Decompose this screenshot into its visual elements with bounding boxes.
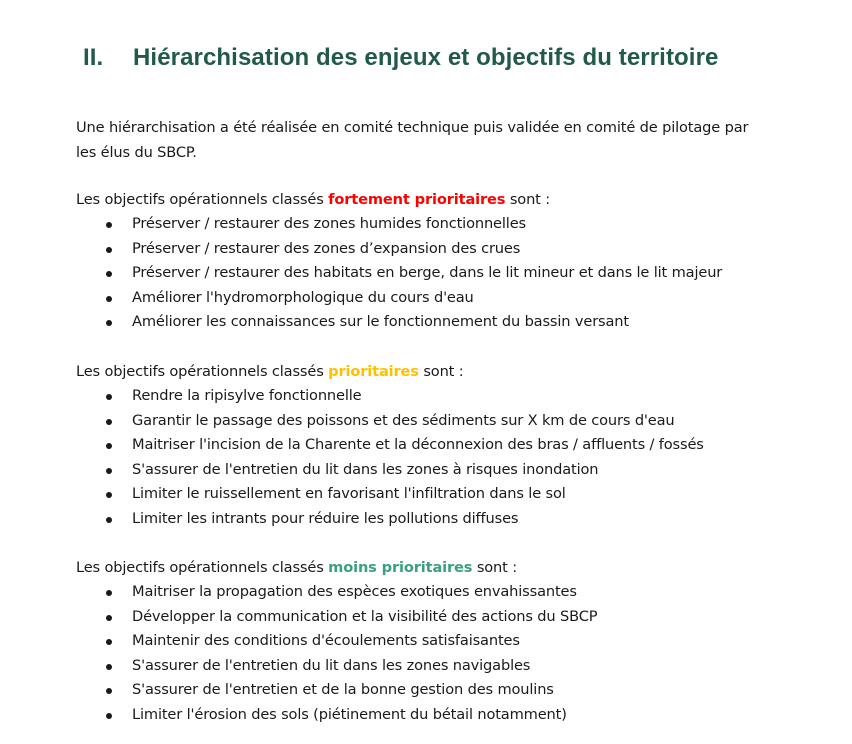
lead-suffix: sont : bbox=[472, 559, 517, 576]
list-item bbox=[76, 458, 704, 483]
high-priority-label: fortement prioritaires bbox=[328, 191, 506, 208]
list-item bbox=[76, 384, 704, 409]
intro-line-1: Une hiérarchisation a été réalisée en comité technique puis validée en comité de pilotage par bbox=[76, 119, 749, 136]
high-priority-list bbox=[76, 212, 722, 335]
list-item-text: Maitriser l'incision de la Charente et la déconnexion des bras / affluents / fossés bbox=[132, 436, 704, 454]
list-item-text: S'assurer de l'entretien du lit dans les zones à risques inondation bbox=[132, 460, 599, 478]
list-item-text: Maintenir des conditions d'écoulements satisfaisantes bbox=[132, 632, 520, 650]
bullet-icon bbox=[106, 688, 112, 694]
list-item-text: Développer la communication et la visibilité des actions du SBCP bbox=[132, 607, 598, 625]
list-item bbox=[76, 629, 597, 654]
list-item bbox=[76, 605, 597, 630]
list-item-text: Limiter les intrants pour réduire les pollutions diffuses bbox=[132, 509, 519, 527]
priority-list bbox=[76, 384, 704, 532]
bullet-icon bbox=[106, 639, 112, 645]
list-item bbox=[76, 580, 597, 605]
bullet-icon bbox=[106, 517, 112, 523]
lead-suffix: sont : bbox=[418, 363, 464, 380]
list-item bbox=[76, 286, 722, 311]
intro-line-2: les élus du SBCP. bbox=[76, 144, 197, 161]
list-item bbox=[76, 310, 722, 335]
bullet-icon bbox=[106, 590, 112, 596]
lead-prefix: Les objectifs opérationnels classés bbox=[76, 363, 329, 380]
list-item-text: Limiter le ruissellement en favorisant l'infiltration dans le sol bbox=[132, 485, 566, 503]
bullet-icon bbox=[106, 468, 112, 474]
intro-paragraph bbox=[76, 115, 748, 165]
list-item-text: Améliorer les connaissances sur le fonctionnement du bassin versant bbox=[132, 313, 629, 331]
list-item-text: Rendre la ripisylve fonctionnelle bbox=[132, 387, 362, 404]
bullet-icon bbox=[106, 664, 112, 670]
list-item bbox=[76, 703, 597, 728]
list-item bbox=[76, 678, 597, 703]
high-priority-lead bbox=[76, 187, 550, 212]
list-item bbox=[76, 433, 704, 458]
lead-suffix: sont : bbox=[505, 191, 550, 208]
list-item bbox=[76, 261, 722, 286]
bullet-icon bbox=[106, 492, 112, 498]
list-item bbox=[76, 212, 722, 237]
list-item bbox=[76, 654, 597, 679]
list-item-text: Préserver / restaurer des zones humides fonctionnelles bbox=[132, 215, 526, 232]
bullet-icon bbox=[106, 222, 112, 228]
list-item-text: S'assurer de l'entretien et de la bonne gestion des moulins bbox=[132, 681, 554, 699]
bullet-icon bbox=[106, 713, 112, 719]
low-priority-label: moins prioritaires bbox=[328, 559, 473, 576]
list-item-text: Préserver / restaurer des zones d’expansion des crues bbox=[132, 239, 521, 257]
list-item-text: Préserver / restaurer des habitats en berge, dans le lit mineur et dans le lit majeur bbox=[132, 264, 723, 282]
section-number: II. bbox=[83, 44, 104, 71]
bullet-icon bbox=[106, 320, 112, 326]
bullet-icon bbox=[106, 443, 112, 449]
list-item bbox=[76, 409, 704, 434]
bullet-icon bbox=[106, 419, 112, 425]
bullet-icon bbox=[106, 271, 112, 277]
section-title: Hiérarchisation des enjeux et objectifs du territoire bbox=[133, 44, 719, 71]
lead-prefix: Les objectifs opérationnels classés bbox=[76, 191, 329, 208]
list-item-text: S'assurer de l'entretien du lit dans les zones navigables bbox=[132, 656, 531, 674]
bullet-icon bbox=[106, 247, 112, 253]
list-item bbox=[76, 507, 704, 532]
low-priority-list bbox=[76, 580, 597, 728]
list-item-text: Améliorer l'hydromorphologique du cours d'eau bbox=[132, 288, 474, 306]
lead-prefix: Les objectifs opérationnels classés bbox=[76, 559, 329, 576]
list-item bbox=[76, 237, 722, 262]
bullet-icon bbox=[106, 615, 112, 621]
list-item-text: Maitriser la propagation des espèces exotiques envahissantes bbox=[132, 583, 577, 600]
bullet-icon bbox=[106, 394, 112, 400]
list-item-text: Garantir le passage des poissons et des sédiments sur X km de cours d'eau bbox=[132, 411, 675, 429]
priority-lead bbox=[76, 359, 464, 384]
priority-label: prioritaires bbox=[328, 363, 419, 380]
bullet-icon bbox=[106, 296, 112, 302]
low-priority-lead bbox=[76, 555, 517, 580]
section-heading bbox=[83, 44, 718, 72]
list-item bbox=[76, 482, 704, 507]
list-item-text: Limiter l'érosion des sols (piétinement du bétail notamment) bbox=[132, 705, 567, 723]
